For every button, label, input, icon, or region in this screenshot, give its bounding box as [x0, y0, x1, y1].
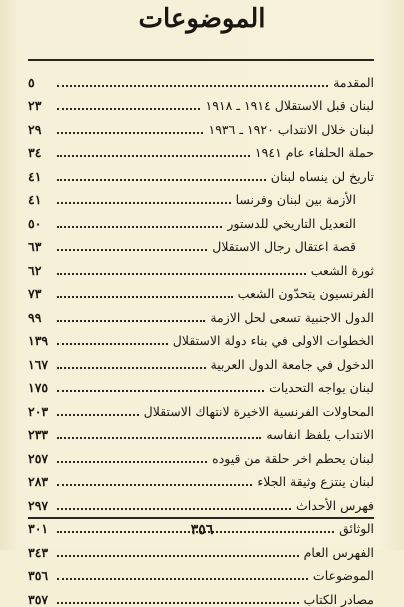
toc-entry-page: ٤١: [28, 168, 42, 184]
toc-entry: [28, 583, 374, 607]
dot-leader: [57, 202, 231, 204]
toc-entry-label: الفهرس العام: [303, 544, 374, 560]
toc-entry: [28, 184, 374, 208]
toc-entry-page: ٥٠: [28, 215, 42, 231]
toc-entry-page: ٢٥٧: [28, 450, 49, 466]
toc-entry: [28, 348, 374, 372]
bottom-rule: [28, 517, 374, 519]
dot-leader: [57, 320, 205, 322]
dot-leader: [57, 414, 139, 416]
toc-entry-page: ٤١: [28, 192, 42, 207]
toc-entry-page: ٣٤: [28, 145, 42, 160]
toc-entry: [28, 113, 374, 137]
dot-leader: [57, 273, 306, 275]
toc-entry-label: لبنان قبل الاستقلال ١٩١٤ ـ ١٩١٨: [205, 98, 374, 113]
toc-entry-label: لبنان يحطم اخر حلقة من قيوده: [212, 450, 374, 466]
toc-entry: [28, 137, 374, 161]
toc-entry: [28, 278, 374, 302]
toc-entry-page: ٢٩: [28, 121, 42, 137]
toc-entry: [28, 325, 374, 349]
toc-entry-page: ٢٠٣: [28, 403, 49, 419]
toc-entry-label: لبنان يواجه التحديات: [269, 380, 374, 395]
dot-leader: [57, 85, 328, 87]
toc-entry: [28, 231, 374, 255]
toc-entry-page: ٢٣٣: [28, 427, 49, 442]
toc-entry-label: الانتداب يلفظ انفاسه: [266, 427, 374, 442]
dot-leader: [57, 461, 207, 463]
toc-entry: [28, 442, 374, 466]
dot-leader: [57, 226, 222, 228]
toc-entry-page: ١٣٩: [28, 333, 49, 348]
toc-entry-label: الموضوعات: [312, 568, 374, 583]
toc-entry-label: ثورة الشعب: [310, 262, 374, 278]
toc-entry-page: ٣٥٦: [28, 568, 49, 583]
dot-leader: [57, 132, 203, 134]
toc-entry-label: قصة اعتقال رجال الاستقلال: [212, 239, 356, 254]
dot-leader: [57, 578, 308, 580]
toc-entry-page: ٧٣: [28, 286, 42, 301]
toc-entry-label: الوثائق: [339, 521, 374, 536]
toc-entry-label: تاريخ لن ينساه لبنان: [270, 168, 374, 184]
toc-entry-label: مصادر الكتاب: [303, 591, 374, 607]
toc-entry-page: ٣٠١: [28, 521, 49, 536]
toc-entry: [28, 66, 374, 90]
dot-leader: [57, 179, 266, 181]
dot-leader: [57, 367, 206, 369]
toc-entry: [28, 466, 374, 490]
toc-entry-page: ٢٨٣: [28, 474, 49, 489]
dot-leader: [57, 108, 200, 110]
toc-entry: [28, 254, 374, 278]
toc-entry-label: الخطوات الاولى في بناء دولة الاستقلال: [172, 333, 374, 348]
toc-entry-page: ٦٣: [28, 239, 42, 254]
toc-entry-label: الأزمة بين لبنان وفرنسا: [235, 192, 356, 207]
toc-entry-page: ٢٣: [28, 98, 42, 113]
dot-leader: [57, 249, 207, 251]
toc-entry: [28, 372, 374, 396]
toc-entry-label: حملة الحلفاء عام ١٩٤١: [254, 145, 374, 160]
dot-leader: [57, 508, 291, 510]
dot-leader: [57, 155, 250, 157]
toc-entry-page: ٥: [28, 74, 35, 90]
toc-entry-page: ٢٩٧: [28, 497, 49, 513]
toc-entry: [28, 90, 374, 114]
dot-leader: [57, 602, 299, 604]
toc-entry-page: ٩٩: [28, 309, 42, 325]
toc-entry: [28, 301, 374, 325]
toc-entry-label: لبنان خلال الانتداب ١٩٢٠ ـ ١٩٣٦: [208, 121, 374, 137]
toc-entry-label: التعديل التاريخي للدستور: [227, 215, 356, 231]
toc-entry: [28, 207, 374, 231]
toc-entry-label: المحاولات الفرنسية الاخيرة لانتهاك الاستقلال: [143, 403, 374, 419]
toc-entry-page: ٣٤٣: [28, 544, 49, 560]
toc-entry-label: الدخول في جامعة الدول العربية: [210, 356, 374, 372]
page-title: الموضوعات: [138, 4, 266, 34]
dot-leader: [57, 296, 233, 298]
toc-entry-page: ٦٢: [28, 262, 42, 278]
dot-leader: [57, 437, 261, 439]
top-rule: [28, 59, 374, 61]
toc-entry: [28, 536, 374, 560]
page-number: ٣٥٦: [190, 522, 214, 538]
toc-entry: [28, 160, 374, 184]
toc-entry-page: ١٦٧: [28, 356, 49, 372]
toc-entry-page: ١٧٥: [28, 380, 49, 395]
dot-leader: [57, 555, 299, 557]
toc-entry-label: فهرس الأحداث: [296, 497, 374, 513]
toc-entry: [28, 395, 374, 419]
toc-entry-label: المقدمة: [333, 74, 374, 90]
toc-entry: [28, 489, 374, 513]
dot-leader: [57, 484, 252, 486]
toc-entry-label: الدول الاجنبية تسعى لحل الازمة: [210, 309, 374, 325]
dot-leader: [57, 343, 168, 345]
toc-entry-label: الفرنسيون يتحدّون الشعب: [237, 286, 374, 301]
toc-entry-page: ٣٥٧: [28, 591, 49, 607]
toc-entry-label: لبنان ينتزع وثيقة الجلاء: [257, 474, 374, 489]
toc-entry: [28, 560, 374, 584]
dot-leader: [57, 390, 264, 392]
toc-entry: [28, 419, 374, 443]
